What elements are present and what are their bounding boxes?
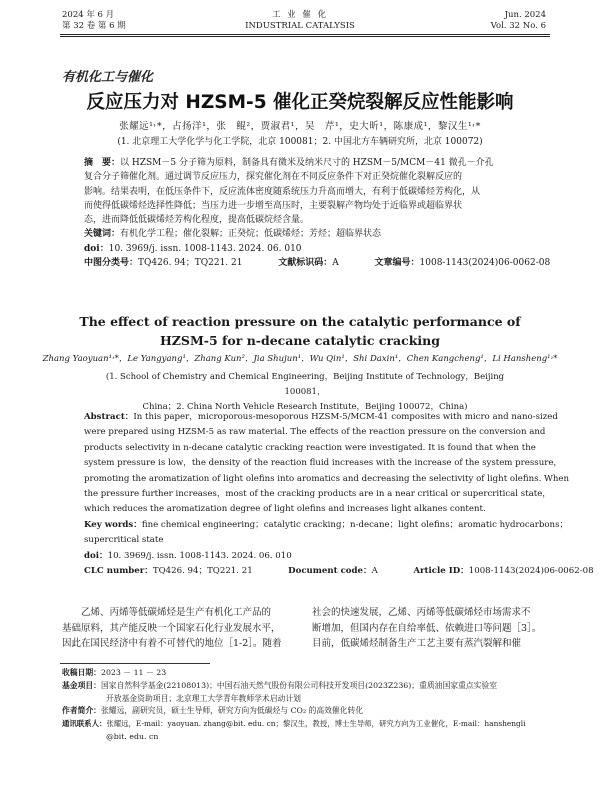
- footnote-label: 收稿日期：: [62, 668, 101, 677]
- footnotes: [62, 667, 552, 744]
- abstract-en-line: the pressure further increases，most of the cracking products are in a near critical or supercritical state，: [84, 489, 551, 500]
- footnote-label: 作者简介：: [62, 706, 101, 716]
- doi-en-label: doi：: [84, 550, 108, 561]
- clc-en-value: TQ426. 94；TQ221. 21: [152, 566, 253, 577]
- abstract-en-line: In this paper，microporous-mesoporous HZSM-5/MCM-41 composites with micro and nano-sized: [133, 412, 558, 422]
- keywords-en: [84, 518, 569, 533]
- articleid-en-value: 1008-1143(2024)06-0062-08: [468, 566, 594, 577]
- footnote-label: 基金项目：: [62, 680, 101, 690]
- body-line: 断增加，但国内存在自给率低、依赖进口等问题［3］。: [312, 622, 542, 634]
- abstract-en-line: which reduces the aromatization degree of light olefins and increases light alkanes content.: [84, 504, 486, 515]
- footnote-text: 2023 － 11 － 23: [100, 668, 167, 677]
- abstract-en-line: system pressure is low，the density of the reaction fluid increases with the increase of the system pressure，: [84, 458, 563, 469]
- affiliation-en: [95, 370, 515, 415]
- doi-cn-label: doi：: [84, 243, 109, 254]
- body-column-right: [312, 605, 550, 652]
- body-line: 目前，低碳烯烃制备生产工艺主要有蒸汽裂解和催: [312, 638, 522, 649]
- keywords-cn-label: 关键词：: [84, 229, 121, 240]
- keywords-en-label: Key words：: [84, 519, 142, 530]
- clc-cn-label: 中图分类号：: [84, 258, 139, 269]
- page-title-en-line2: HZSM-5 for n-decane catalytic cracking: [160, 333, 440, 348]
- header-journal-cn: 工 业 催 化: [271, 10, 329, 20]
- abstract-cn-line: 态，进而降低低碳烯烃芳构化程度，提高低碳烷烃含量。: [84, 215, 310, 226]
- page-title-cn: 反应压力对 HZSM-5 催化正癸烷裂解反应性能影响: [86, 92, 514, 113]
- clc-en-label: CLC number：: [84, 566, 153, 577]
- header-volume-cn: 第 32 卷 第 6 期: [62, 21, 126, 31]
- keywords-en-line: fine chemical engineering；catalytic cracking；n-decane；light olefins；aromatic hydrocarbons；: [141, 519, 569, 530]
- doi-en: [84, 549, 530, 564]
- abstract-en-line: products selectivity in n-decane catalytic cracking reaction were investigated. It is found that when the: [84, 442, 536, 453]
- page-title-en-line1: The effect of reaction pressure on the catalytic performance of: [79, 314, 521, 329]
- abstract-en-line: promoting the aromatization of light olefins into aromatics and decreasing the selectivity of light olefins. When: [84, 473, 570, 484]
- doccode-en-label: Document code：: [288, 566, 372, 577]
- doi-en-text: 10. 3969/j. issn. 1008-1143. 2024. 06. 010: [107, 550, 292, 561]
- doccode-en-value: A: [371, 566, 378, 577]
- header-date-en: Jun. 2024: [504, 10, 546, 20]
- abstract-cn-line: 复合分子筛催化剂。通过调节反应压力，探究催化剂在不同反应条件下对正癸烷催化裂解反应的: [84, 172, 463, 183]
- footnote-text: 张耀远，副研究员，硕士生导师，研究方向为低碳烃与 CO₂ 的高效催化转化: [100, 706, 364, 716]
- header-rule-top: [60, 34, 550, 35]
- articleid-cn-value: 1008-1143(2024)06-0062-08: [419, 258, 551, 269]
- abstract-en-label: Abstract：: [84, 412, 134, 422]
- keywords-cn-text: 有机化学工程；催化裂解；正癸烷；低碳烯烃；芳烃；超临界状态: [120, 229, 382, 240]
- header-volume-en: Vol. 32 No. 6: [490, 21, 546, 31]
- abstract-cn-label: 摘 要：: [84, 158, 121, 168]
- authors-cn: 张耀远¹˒*，占扬洋¹，张 鲲²，贾淑君¹，吴 芹¹，史大昕¹，陈康成¹，黎汉生¹˒*: [119, 121, 481, 132]
- classification-en: [84, 564, 594, 579]
- header-date-cn: 2024 年 6 月: [62, 10, 115, 20]
- abstract-cn: [84, 156, 551, 270]
- articleid-cn-label: 文章编号：: [374, 258, 420, 269]
- footnote-text: 国家自然科学基金(22108013)；中国石油天然气股份有限公司科技开发项目(2023Z236)；重质油国家重点实验室: [100, 680, 498, 690]
- body-column-left: [62, 605, 298, 652]
- footnote-text: 张耀远，E-mail：yaoyuan. zhang@bit. edu. cn；黎汉生，教授，博士生导师，研究方向为工业催化，E-mail：hanshengli: [106, 719, 526, 729]
- clc-cn-value: TQ426. 94；TQ221. 21: [138, 258, 243, 269]
- authors-en: Zhang Yaoyuan¹˒*，Le Yangyang¹，Zhang Kun²，Jia Shujun¹，Wu Qin¹，Shi Daxin¹，Chen Kangcheng¹，Li Hansheng¹˒*: [42, 354, 558, 364]
- affiliation-en-line: (1. School of Chemistry and Chemical Engineering，Beijing Institute of Technology，Beijing 100081，: [105, 372, 505, 397]
- classification-cn: [84, 256, 551, 270]
- footnote-label: 通讯联系人：: [62, 719, 107, 729]
- affiliation-en-line: China；2. China North Vehicle Research Institute，Beijing 100072，China): [142, 402, 468, 412]
- articleid-en-label: Article ID：: [413, 566, 469, 577]
- column-tag: 有机化工与催化: [62, 70, 154, 85]
- footnote-text: 开放基金资助项目；北京理工大学青年教师学术启动计划: [106, 693, 301, 703]
- body-line: 乙烯、丙烯等低碳烯烃是生产有机化工产品的: [81, 607, 272, 618]
- footnote-rule: [60, 663, 210, 664]
- doi-cn: [84, 242, 530, 256]
- doccode-cn-label: 文献标识码：: [278, 258, 333, 269]
- abstract-en: [84, 410, 594, 579]
- header-journal-en: INDUSTRIAL CATALYSIS: [245, 21, 355, 31]
- keywords-cn: [84, 227, 530, 241]
- doi-cn-text: 10. 3969/j. issn. 1008-1143. 2024. 06. 010: [108, 243, 302, 254]
- header-rule-bottom: [60, 36, 550, 37]
- body-line: 因此在国民经济中有着不可替代的地位［1-2］。随着: [62, 638, 282, 649]
- keywords-en-line: supercritical state: [84, 535, 164, 546]
- doccode-cn-value: A: [332, 258, 339, 269]
- abstract-cn-line: 以 HZSM－5 分子筛为原料，制备具有微米及纳米尺寸的 HZSM－5/MCM－41 微孔－介孔: [120, 158, 494, 168]
- affiliation-cn: (1. 北京理工大学化学与化工学院，北京 100081；2. 中国北方车辆研究所，北京 100072): [117, 137, 483, 147]
- abstract-cn-line: 而使得低碳烯烃选择性降低；当压力进一步增至高压时，主要裂解产物均处于近临界或超临界状: [84, 200, 463, 211]
- abstract-en-line: were prepared using HZSM-5 as raw material. The effects of the reaction pressure on the conversion and: [84, 427, 546, 438]
- body-line: 社会的快速发展，乙烯、丙烯等低碳烯烃市场需求不: [312, 607, 531, 618]
- footnote-text: @bit. edu. cn: [106, 731, 159, 741]
- body-line: 基础原料，其产能反映一个国家石化行业发展水平，: [62, 622, 281, 634]
- abstract-cn-line: 影响。结果表明，在低压条件下，反应流体密度随系统压力升高而增大，有利于低碳烯烃芳构化，从: [84, 186, 481, 197]
